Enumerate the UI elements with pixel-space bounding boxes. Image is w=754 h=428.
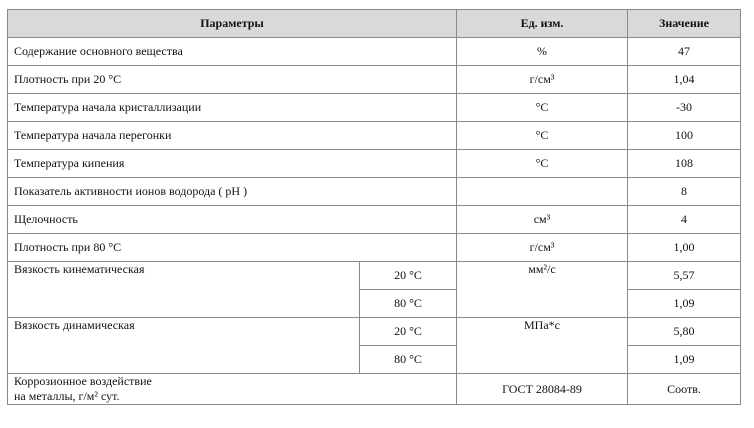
value-cell: 1,00 [628,234,741,262]
unit-cell: мм²/с [457,262,628,318]
param-cell: Плотность при 80 °С [8,234,457,262]
value-cell: Соотв. [628,374,741,405]
table-row [8,178,741,206]
table-row [8,94,741,122]
corrosion-line-2: на металлы, г/м² сут. [14,389,120,403]
unit-cell: % [457,38,628,66]
value-cell: 1,09 [628,346,741,374]
value-cell: 1,04 [628,66,741,94]
value-cell: -30 [628,94,741,122]
unit-cell [457,178,628,206]
param-cell: Содержание основного вещества [8,38,457,66]
value-cell: 1,09 [628,290,741,318]
table-row [8,374,741,405]
unit-cell: °С [457,94,628,122]
temperature-cell: 80 °С [360,346,457,374]
table-row [8,206,741,234]
specification-table [7,9,741,405]
header-parameters: Параметры [8,10,457,38]
value-cell: 47 [628,38,741,66]
param-cell: Показатель активности ионов водорода ( pH ) [8,178,457,206]
temperature-cell: 80 °С [360,290,457,318]
temperature-cell: 20 °С [360,262,457,290]
table-row [8,122,741,150]
table-row [8,66,741,94]
value-cell: 5,57 [628,262,741,290]
corrosion-line-1: Коррозионное воздействие [14,374,152,388]
table-row [8,234,741,262]
table-header-row [8,10,741,38]
table-row [8,262,741,290]
temperature-cell: 20 °С [360,318,457,346]
table-row [8,38,741,66]
value-cell: 4 [628,206,741,234]
param-cell: Плотность при 20 °С [8,66,457,94]
param-cell-dynamic-viscosity: Вязкость динамическая [8,318,360,374]
param-cell-corrosion [8,374,457,405]
value-cell: 8 [628,178,741,206]
unit-cell: г/см³ [457,234,628,262]
value-cell: 108 [628,150,741,178]
value-cell: 5,80 [628,318,741,346]
param-cell: Температура начала кристаллизации [8,94,457,122]
unit-cell: °С [457,150,628,178]
unit-cell: °С [457,122,628,150]
header-value: Значение [628,10,741,38]
param-cell: Температура кипения [8,150,457,178]
param-cell: Температура начала перегонки [8,122,457,150]
header-unit: Ед. изм. [457,10,628,38]
table-row [8,318,741,346]
unit-cell: ГОСТ 28084-89 [457,374,628,405]
param-cell-kinematic-viscosity: Вязкость кинематическая [8,262,360,318]
unit-cell: МПа*с [457,318,628,374]
table-row [8,150,741,178]
unit-cell: г/см³ [457,66,628,94]
unit-cell: см³ [457,206,628,234]
param-cell: Щелочность [8,206,457,234]
value-cell: 100 [628,122,741,150]
